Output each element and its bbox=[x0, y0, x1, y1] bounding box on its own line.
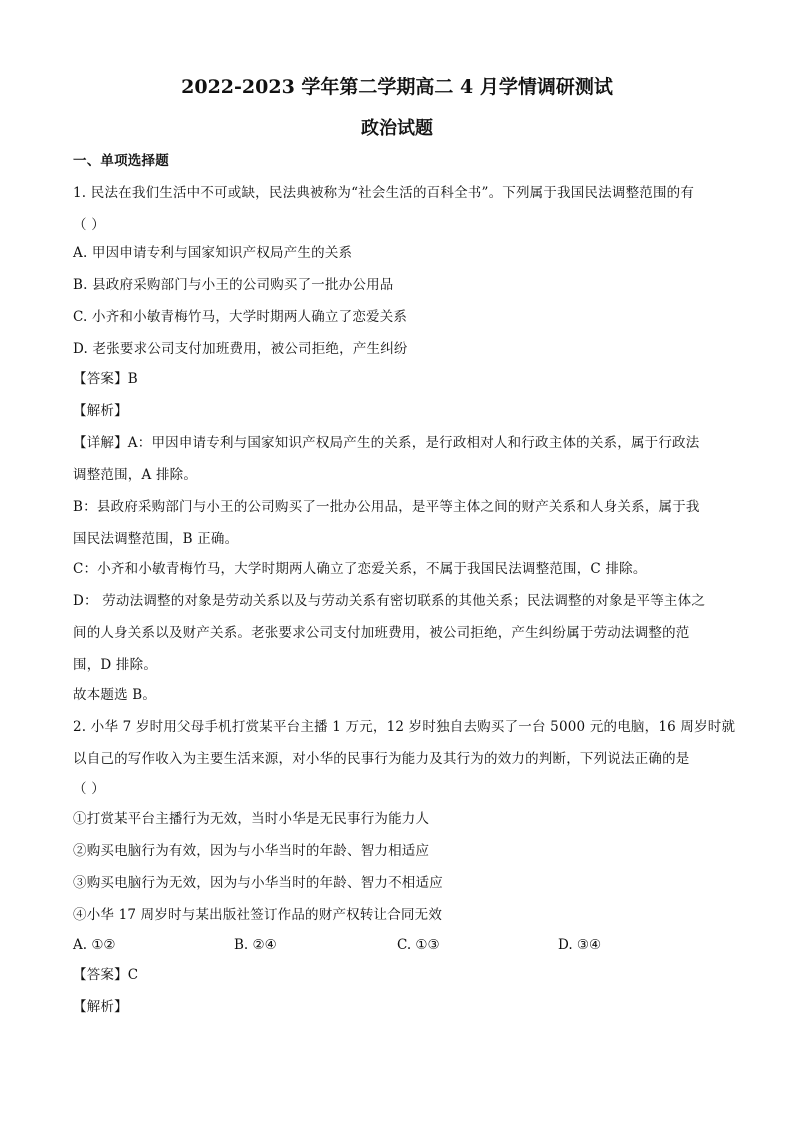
q1-analysis-label: 【解析】 bbox=[73, 403, 128, 419]
q2-stem-line3: （ ） bbox=[73, 781, 105, 797]
q1-answer: 【答案】B bbox=[73, 371, 138, 387]
q2-stem-line2: 以自己的写作收入为主要生活来源，对小华的民事行为能力及其行为的效力的判断，下列说法正确的是 bbox=[73, 751, 690, 767]
q2-answer: 【答案】C bbox=[73, 967, 139, 983]
q1-option-b: B. 县政府采购部门与小王的公司购买了一批办公用品 bbox=[73, 277, 394, 293]
q1-detail-b2: 国民法调整范围，B 正确。 bbox=[73, 531, 239, 547]
q1-detail-c1: C：小齐和小敏青梅竹马，大学时期两人确立了恋爱关系，不属于我国民法调整范围，C 排除。 bbox=[73, 561, 647, 577]
q2-analysis-label: 【解析】 bbox=[73, 999, 128, 1015]
q1-detail-d1: D： 劳动法调整的对象是劳动关系以及与劳动关系有密切联系的其他关系；民法调整的对象是平等主体之 bbox=[73, 593, 706, 609]
q2-option-a: A. ①② bbox=[73, 937, 116, 953]
q1-detail-d2: 间的人身关系以及财产关系。老张要求公司支付加班费用，被公司拒绝，产生纠纷属于劳动法调整的范 bbox=[73, 625, 690, 641]
q1-detail-a2: 调整范围，A 排除。 bbox=[73, 467, 198, 483]
q1-detail-d3: 围，D 排除。 bbox=[73, 657, 158, 673]
q2-item-1: ①打赏某平台主播行为无效，当时小华是无民事行为能力人 bbox=[73, 811, 430, 827]
q2-item-4: ④小华 17 周岁时与某出版社签订作品的财产权转让合同无效 bbox=[73, 907, 443, 923]
q1-stem-line1: 1. 民法在我们生活中不可或缺，民法典被称为“社会生活的百科全书”。下列属于我国民法调整范围的有 bbox=[73, 185, 695, 201]
q2-option-d: D. ③④ bbox=[558, 937, 602, 953]
q1-detail-a1: 【详解】A：甲因申请专利与国家知识产权局产生的关系，是行政相对人和行政主体的关系，属于行政法 bbox=[73, 435, 700, 451]
page-title: 2022-2023 学年第二学期高二 4 月学情调研测试 bbox=[181, 76, 613, 98]
q1-stem-line2: （ ） bbox=[73, 217, 105, 233]
q2-option-b: B. ②④ bbox=[234, 937, 277, 953]
section-heading: 一、单项选择题 bbox=[73, 153, 169, 169]
page-subtitle: 政治试题 bbox=[361, 118, 433, 139]
q1-option-d: D. 老张要求公司支付加班费用，被公司拒绝，产生纠纷 bbox=[73, 341, 408, 357]
q1-option-c: C. 小齐和小敏青梅竹马，大学时期两人确立了恋爱关系 bbox=[73, 309, 408, 325]
q2-item-3: ③购买电脑行为无效，因为与小华当时的年龄、智力不相适应 bbox=[73, 875, 443, 891]
q2-item-2: ②购买电脑行为有效，因为与小华当时的年龄、智力相适应 bbox=[73, 843, 430, 859]
q1-detail-b1: B：县政府采购部门与小王的公司购买了一批办公用品，是平等主体之间的财产关系和人身关系，属于我 bbox=[73, 499, 700, 515]
q1-option-a: A. 甲因申请专利与国家知识产权局产生的关系 bbox=[73, 245, 353, 261]
q2-option-c: C. ①③ bbox=[397, 937, 440, 953]
q1-conclusion: 故本题选 B。 bbox=[73, 687, 157, 703]
q2-stem-line1: 2. 小华 7 岁时用父母手机打赏某平台主播 1 万元，12 岁时独自去购买了一台 5000 元的电脑，16 周岁时就 bbox=[73, 719, 736, 735]
